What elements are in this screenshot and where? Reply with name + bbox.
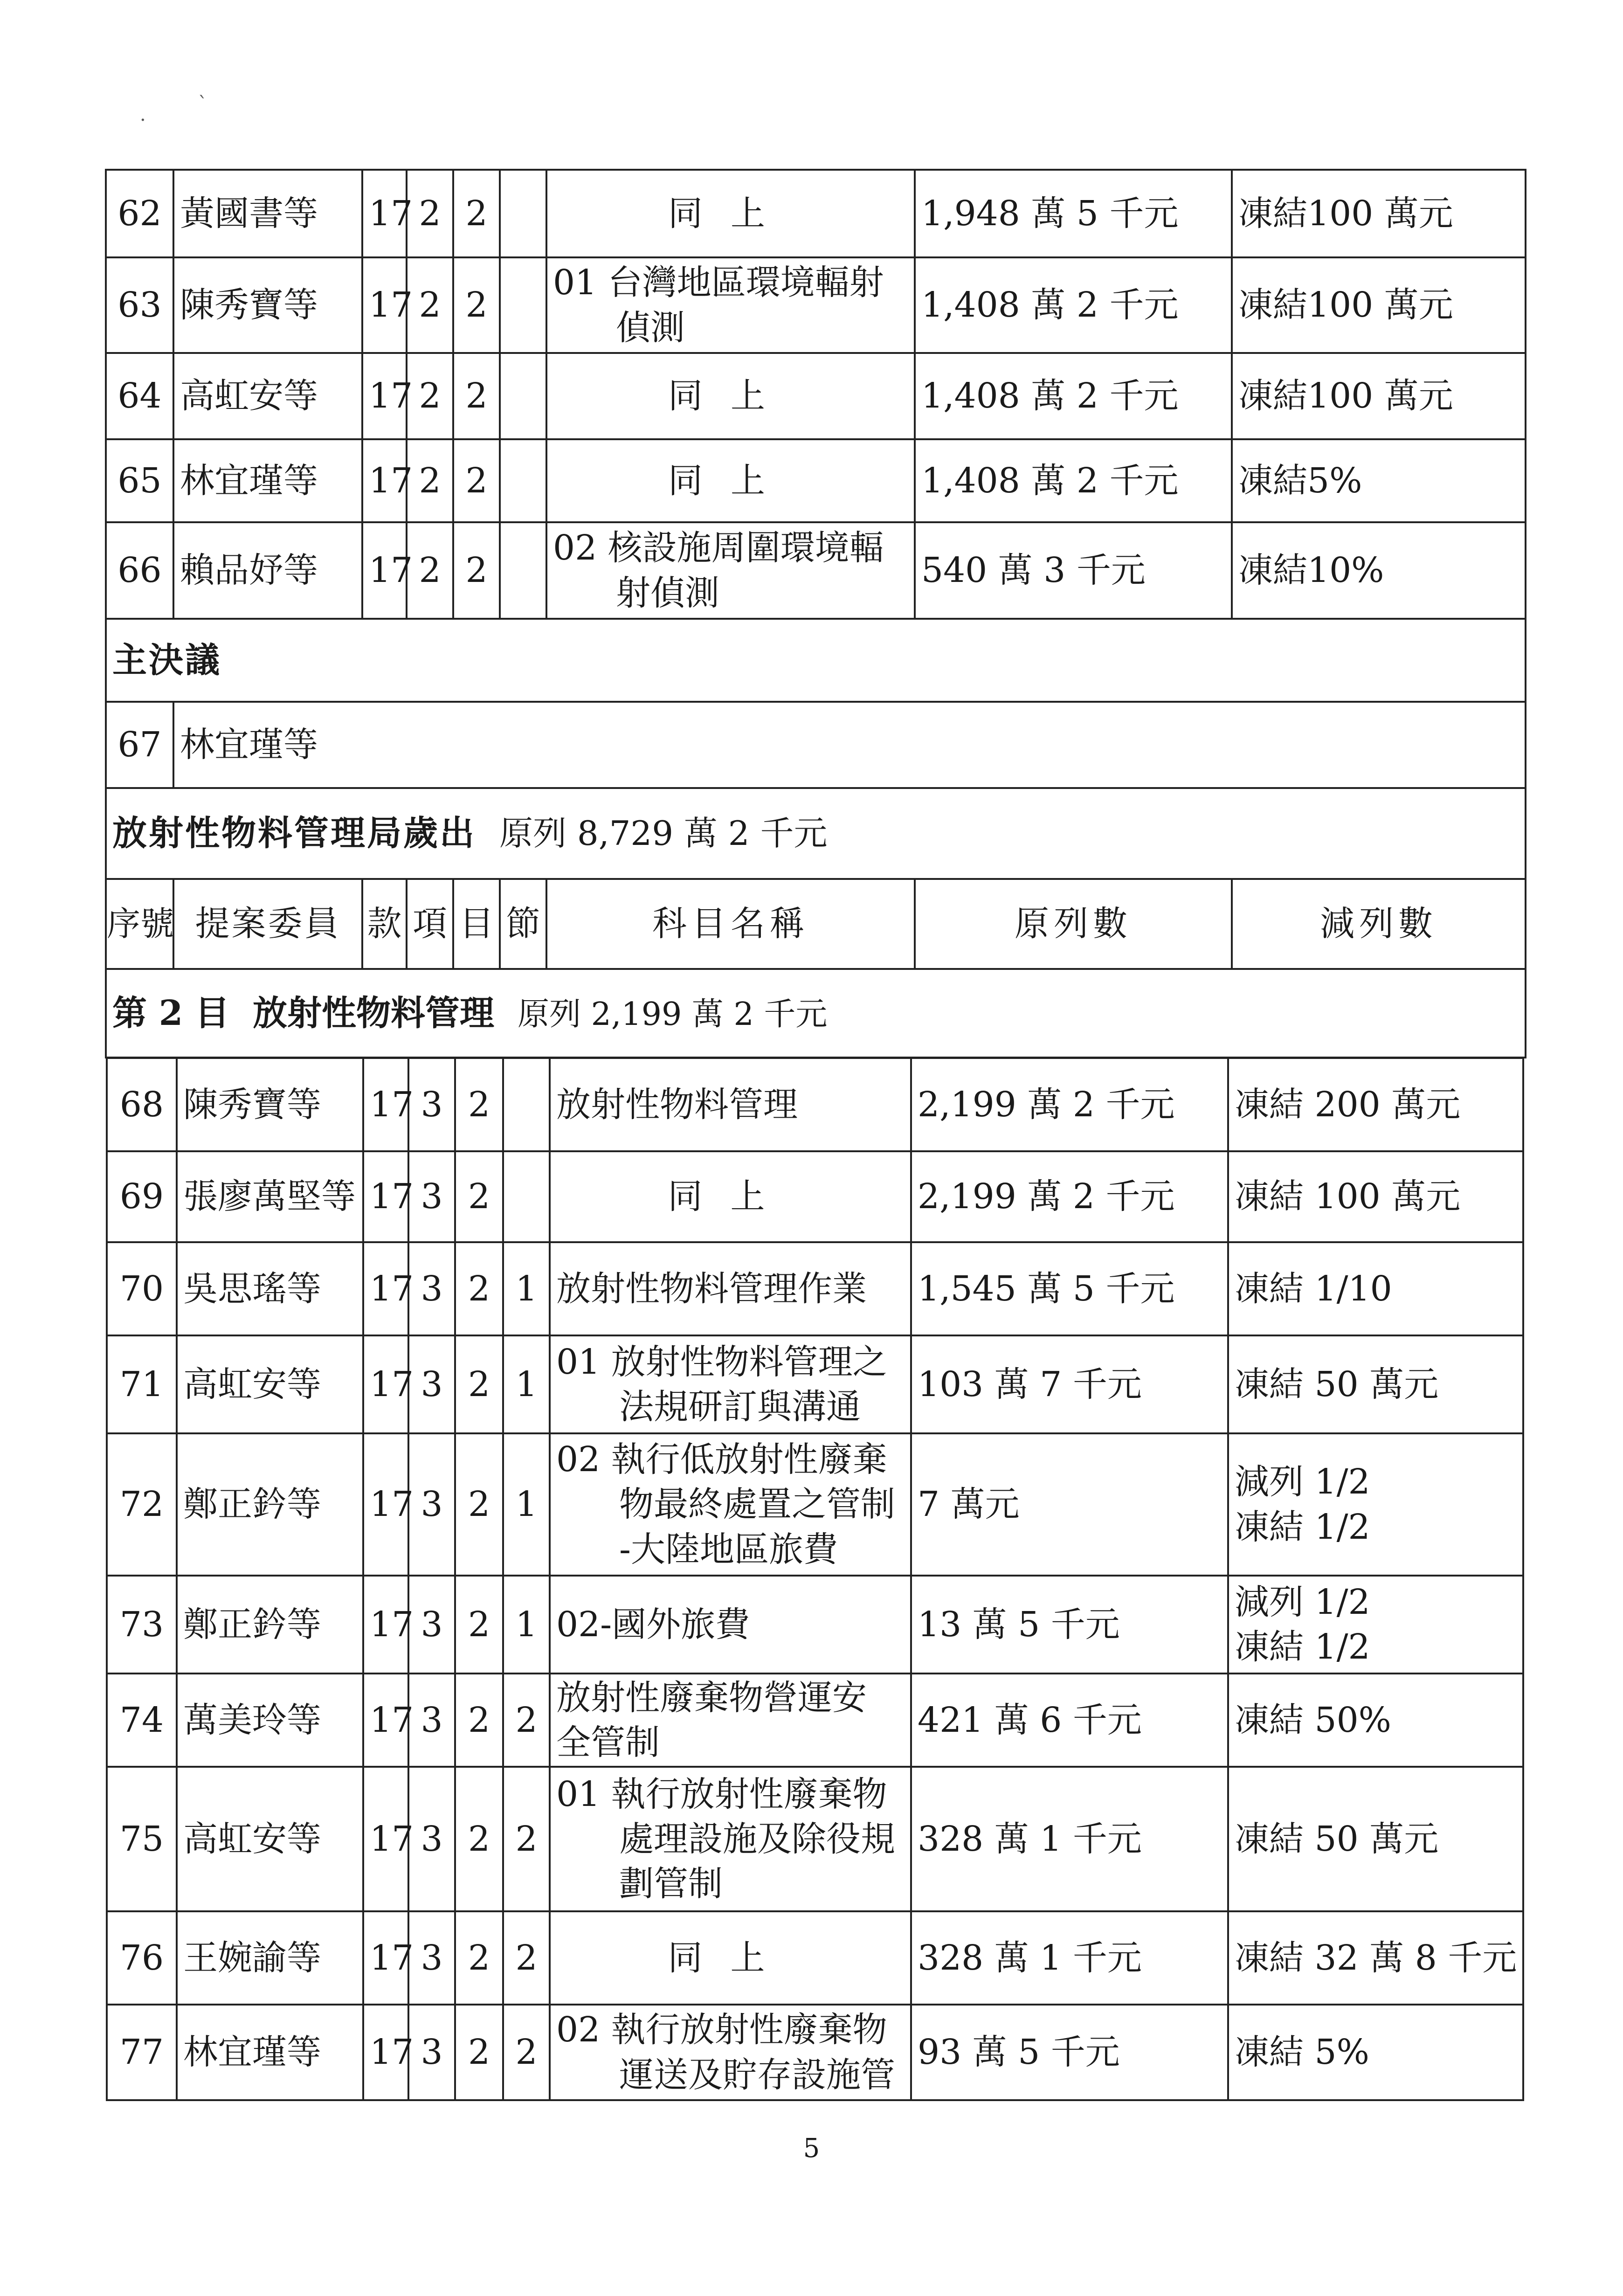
row-member: 陳秀寶等: [177, 1058, 363, 1151]
row-member: 萬美玲等: [177, 1674, 363, 1767]
row-no: 69: [107, 1151, 177, 1242]
row-xiang: 3: [408, 1767, 455, 1911]
row-original: 1,545 萬 5 千元: [911, 1242, 1228, 1335]
row-original: 1,408 萬 2 千元: [915, 439, 1232, 522]
row-member: 賴品妤等: [173, 522, 362, 619]
row-original: 93 萬 5 千元: [911, 2005, 1228, 2100]
row-original: 421 萬 6 千元: [911, 1674, 1228, 1767]
row-member: 張廖萬堅等: [177, 1151, 363, 1242]
row-mu: 2: [455, 1242, 503, 1335]
table-row: [107, 1911, 1523, 2005]
header-action: 減列數: [1232, 879, 1526, 969]
row-action: 凍結100 萬元: [1232, 170, 1526, 257]
row-mu: 2: [455, 1911, 503, 2005]
action-line: 凍結 1/2: [1235, 1627, 1370, 1667]
row-kuan: 17: [363, 2005, 408, 2100]
row-jie: 2: [503, 2005, 550, 2100]
action-line: 減列 1/2: [1235, 1462, 1370, 1502]
row-mu: 2: [453, 257, 500, 353]
row-member: 黃國書等: [173, 170, 362, 257]
row-xiang: 2: [407, 353, 453, 439]
header-jie: 節: [500, 879, 546, 969]
subject-line: 01 台灣地區環境輻射: [553, 263, 884, 303]
row-member: 鄭正鈐等: [177, 1433, 363, 1576]
row-jie: [500, 522, 546, 619]
row-no: 74: [107, 1674, 177, 1767]
row-subject: 放射性物料管理作業: [550, 1242, 911, 1335]
row-mu: 2: [455, 1767, 503, 1911]
row-mu: 2: [453, 439, 500, 522]
row-subject: [550, 1433, 911, 1576]
row-jie: [503, 1058, 550, 1151]
agency-row: [106, 788, 1526, 879]
header-kuan: 款: [362, 879, 407, 969]
header-xiang: 項: [407, 879, 453, 969]
row-no: 75: [107, 1767, 177, 1911]
row-mu: 2: [455, 1335, 503, 1433]
row-original: 7 萬元: [911, 1433, 1228, 1576]
row-jie: 2: [503, 1674, 550, 1767]
row-mu: 2: [455, 1576, 503, 1674]
row-jie: 2: [503, 1911, 550, 2005]
row-action: 凍結 100 萬元: [1228, 1151, 1523, 1242]
main-resolution-title: 主決議: [106, 619, 1526, 702]
budget-table-top: [105, 169, 1526, 1058]
row-no: 76: [107, 1911, 177, 2005]
row-member: 吳思瑤等: [177, 1242, 363, 1335]
row-member: 林宜瑾等: [173, 702, 1526, 788]
header-subject: 科目名稱: [546, 879, 915, 969]
table-row: [107, 1576, 1523, 1674]
row-xiang: 2: [407, 522, 453, 619]
row-mu: 2: [455, 1058, 503, 1151]
row-jie: [500, 257, 546, 353]
row-subject: 放射性物料管理: [550, 1058, 911, 1151]
row-action: 凍結100 萬元: [1232, 353, 1526, 439]
table-row: [106, 257, 1526, 353]
row-member: 高虹安等: [177, 1767, 363, 1911]
row-xiang: 3: [408, 1911, 455, 2005]
row-kuan: 17: [362, 522, 407, 619]
row-no: 67: [106, 702, 173, 788]
row-xiang: 2: [407, 439, 453, 522]
row-original: 1,408 萬 2 千元: [915, 353, 1232, 439]
header-seq: 序號: [106, 879, 173, 969]
row-jie: 1: [503, 1576, 550, 1674]
row-original: 2,199 萬 2 千元: [911, 1058, 1228, 1151]
subject-line: 放射性廢棄物營運安: [556, 1677, 867, 1718]
row-xiang: 3: [408, 1674, 455, 1767]
table-row: [106, 170, 1526, 257]
subsection-row: [106, 969, 1526, 1058]
row-jie: 2: [503, 1767, 550, 1911]
table-row: [107, 1674, 1523, 1767]
row-no: 73: [107, 1576, 177, 1674]
header-member: 提案委員: [173, 879, 362, 969]
row-action: [1228, 1433, 1523, 1576]
row-subject: [550, 2005, 911, 2100]
row-jie: [500, 439, 546, 522]
table-row: [107, 1433, 1523, 1576]
row-mu: 2: [453, 170, 500, 257]
row-jie: 1: [503, 1335, 550, 1433]
table-row: [107, 1151, 1523, 1242]
row-xiang: 3: [408, 1433, 455, 1576]
agency-original: 原列 8,729 萬 2 千元: [499, 814, 828, 853]
row-action: 凍結 50%: [1228, 1674, 1523, 1767]
subject-line: 偵測: [616, 307, 685, 348]
row-action: 凍結 200 萬元: [1228, 1058, 1523, 1151]
row-no: 72: [107, 1433, 177, 1576]
main-resolution-row: [106, 619, 1526, 702]
header-original: 原列數: [915, 879, 1232, 969]
row-no: 68: [107, 1058, 177, 1151]
table-row: [106, 702, 1526, 788]
row-original: 103 萬 7 千元: [911, 1335, 1228, 1433]
subject-line: 射偵測: [616, 573, 719, 613]
row-kuan: 17: [362, 257, 407, 353]
row-action: 凍結5%: [1232, 439, 1526, 522]
row-original: 1,408 萬 2 千元: [915, 257, 1232, 353]
row-member: 鄭正鈐等: [177, 1576, 363, 1674]
row-member: 陳秀寶等: [173, 257, 362, 353]
row-kuan: 17: [363, 1335, 408, 1433]
row-subject: 同上: [546, 353, 915, 439]
row-no: 66: [106, 522, 173, 619]
row-jie: [503, 1151, 550, 1242]
row-no: 65: [106, 439, 173, 522]
row-mu: 2: [455, 1151, 503, 1242]
row-kuan: 17: [363, 1151, 408, 1242]
row-member: 王婉諭等: [177, 1911, 363, 2005]
row-action: 凍結 50 萬元: [1228, 1767, 1523, 1911]
subsection-label: 第 2 目: [112, 993, 230, 1033]
agency-name: 放射性物料管理局歲出: [112, 813, 476, 854]
row-original: 328 萬 1 千元: [911, 1767, 1228, 1911]
subsection-name: 放射性物料管理: [253, 993, 495, 1033]
subject-line: 處理設施及除役規: [619, 1819, 895, 1859]
row-action: 凍結 5%: [1228, 2005, 1523, 2100]
subject-line: 01 執行放射性廢棄物: [556, 1774, 887, 1814]
subject-line: 02 執行放射性廢棄物: [556, 2010, 887, 2050]
row-original: 540 萬 3 千元: [915, 522, 1232, 619]
row-xiang: 3: [408, 1576, 455, 1674]
row-xiang: 3: [408, 1335, 455, 1433]
table-row: [107, 1335, 1523, 1433]
row-xiang: 2: [407, 170, 453, 257]
row-mu: 2: [453, 353, 500, 439]
subsection-title: [106, 969, 1526, 1058]
row-mu: 2: [453, 522, 500, 619]
subsection-original: 原列 2,199 萬 2 千元: [518, 996, 828, 1033]
row-subject: 02-國外旅費: [550, 1576, 911, 1674]
row-member: 高虹安等: [177, 1335, 363, 1433]
row-subject: [550, 1767, 911, 1911]
row-mu: 2: [455, 2005, 503, 2100]
row-kuan: 17: [363, 1911, 408, 2005]
row-xiang: 2: [407, 257, 453, 353]
table-row: [107, 1242, 1523, 1335]
row-action: 凍結 32 萬 8 千元: [1228, 1911, 1523, 2005]
action-line: 凍結 1/2: [1235, 1507, 1370, 1547]
row-action: [1228, 1576, 1523, 1674]
row-kuan: 17: [362, 170, 407, 257]
subject-line: 02 執行低放射性廢棄: [556, 1439, 887, 1480]
row-subject: [546, 257, 915, 353]
row-member: 林宜瑾等: [177, 2005, 363, 2100]
row-no: 77: [107, 2005, 177, 2100]
row-kuan: 17: [363, 1433, 408, 1576]
row-subject: [550, 1335, 911, 1433]
subject-line: 01 放射性物料管理之: [556, 1342, 887, 1382]
row-no: 71: [107, 1335, 177, 1433]
row-subject: 同上: [550, 1911, 911, 2005]
row-kuan: 17: [363, 1674, 408, 1767]
row-no: 63: [106, 257, 173, 353]
page-number: 5: [803, 2133, 820, 2164]
row-kuan: 17: [363, 1058, 408, 1151]
row-action: 凍結 50 萬元: [1228, 1335, 1523, 1433]
subject-line: 法規研訂與溝通: [619, 1387, 861, 1427]
row-no: 62: [106, 170, 173, 257]
row-subject: 同上: [550, 1151, 911, 1242]
subject-line: -大陸地區旅費: [619, 1529, 838, 1570]
row-jie: [500, 353, 546, 439]
action-line: 減列 1/2: [1235, 1582, 1370, 1622]
budget-table-bottom: [106, 1057, 1524, 2101]
row-jie: 1: [503, 1242, 550, 1335]
row-action: 凍結10%: [1232, 522, 1526, 619]
row-mu: 2: [455, 1674, 503, 1767]
table-row: [107, 2005, 1523, 2100]
row-original: 328 萬 1 千元: [911, 1911, 1228, 2005]
row-kuan: 17: [363, 1242, 408, 1335]
subject-line: 全管制: [556, 1722, 660, 1763]
table-header: [106, 879, 1526, 969]
row-original: 1,948 萬 5 千元: [915, 170, 1232, 257]
table-row: [107, 1058, 1523, 1151]
agency-title: [106, 788, 1526, 879]
row-no: 70: [107, 1242, 177, 1335]
subject-line: 物最終處置之管制: [619, 1484, 895, 1525]
row-kuan: 17: [363, 1767, 408, 1911]
row-subject: 同上: [546, 439, 915, 522]
row-member: 高虹安等: [173, 353, 362, 439]
row-kuan: 17: [362, 353, 407, 439]
row-xiang: 3: [408, 1058, 455, 1151]
row-subject: 同上: [546, 170, 915, 257]
row-original: 13 萬 5 千元: [911, 1576, 1228, 1674]
row-xiang: 3: [408, 1151, 455, 1242]
row-subject: [546, 522, 915, 619]
row-subject: [550, 1674, 911, 1767]
row-kuan: 17: [363, 1576, 408, 1674]
table-row: [106, 522, 1526, 619]
row-xiang: 3: [408, 1242, 455, 1335]
header-mu: 目: [453, 879, 500, 969]
scan-mark: ˋ: [198, 93, 207, 115]
table-row: [106, 439, 1526, 522]
subject-line: 02 核設施周圍環境輻: [553, 528, 884, 568]
row-xiang: 3: [408, 2005, 455, 2100]
row-original: 2,199 萬 2 千元: [911, 1151, 1228, 1242]
row-mu: 2: [455, 1433, 503, 1576]
row-action: 凍結 1/10: [1228, 1242, 1523, 1335]
row-jie: [500, 170, 546, 257]
row-member: 林宜瑾等: [173, 439, 362, 522]
table-row: [107, 1767, 1523, 1911]
table-row: [106, 353, 1526, 439]
subject-line: 劃管制: [619, 1864, 723, 1904]
row-no: 64: [106, 353, 173, 439]
scan-mark: ·: [140, 110, 146, 131]
row-jie: 1: [503, 1433, 550, 1576]
subject-line: 運送及貯存設施管: [619, 2054, 895, 2095]
row-action: 凍結100 萬元: [1232, 257, 1526, 353]
row-kuan: 17: [362, 439, 407, 522]
